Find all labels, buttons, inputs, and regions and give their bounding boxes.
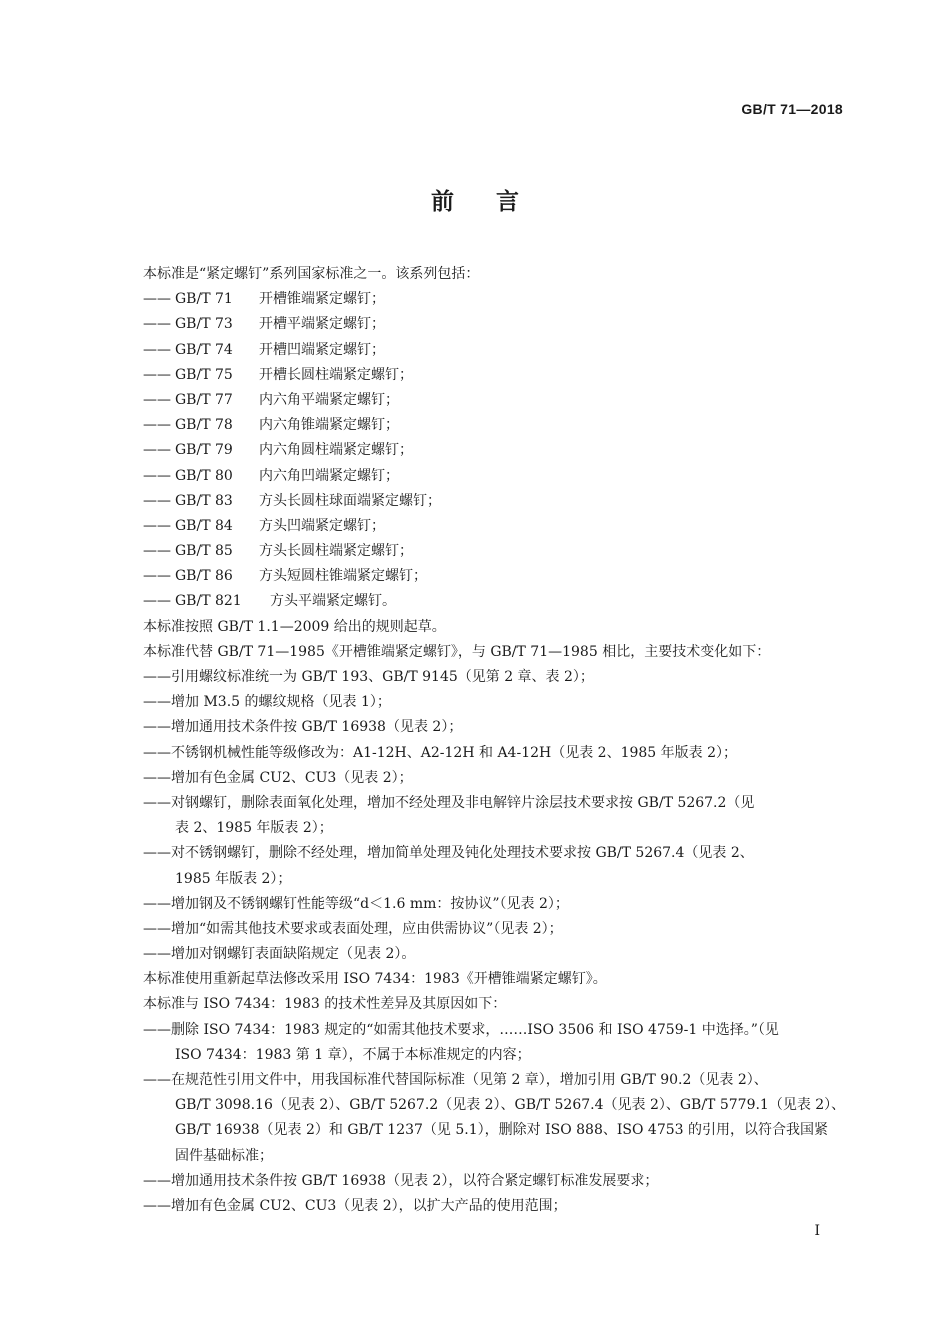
standard-name: 开槽凹端紧定螺钉； (259, 341, 385, 358)
dash-mark: —— (143, 1172, 171, 1189)
item-text: 增加有色金属 CU2、CU3（见表 2），以扩大产品的使用范围； (171, 1197, 567, 1214)
item-line (143, 665, 845, 690)
dash-mark: —— (143, 492, 171, 509)
standard-number: GB/T 821 (175, 593, 242, 610)
series-item (143, 287, 845, 312)
dash-mark: —— (143, 291, 171, 308)
item-text: 增加通用技术条件按 GB/T 16938（见表 2）； (171, 719, 463, 736)
change-item (143, 715, 845, 740)
foreword-body (143, 262, 845, 1219)
item-text: 增加 M3.5 的螺纹规格（见表 1）； (171, 694, 391, 711)
change-item (143, 741, 845, 766)
iso-diff-intro-text: 本标准与 ISO 7434：1983 的技术性差异及其原因如下： (143, 996, 507, 1013)
dash-mark: —— (143, 845, 171, 862)
change-item (143, 665, 845, 690)
item-line (143, 1169, 845, 1194)
standard-number: GB/T 74 (175, 341, 233, 358)
series-item (143, 589, 845, 614)
dash-mark: —— (143, 593, 171, 610)
item-line (143, 1068, 845, 1093)
change-item (143, 892, 845, 917)
drafting-rule-text: 本标准按照 GB/T 1.1—2009 给出的规则起草。 (143, 618, 446, 635)
standard-name: 方头长圆柱端紧定螺钉； (259, 543, 413, 560)
item-continuation: 固件基础标准； (175, 1147, 273, 1164)
iso-diff-item (143, 1018, 845, 1068)
item-line (143, 741, 845, 766)
item-line (143, 942, 845, 967)
item-text: 增加钢及不锈钢螺钉性能等级“d＜1.6 mm：按协议”（见表 2）； (171, 895, 569, 912)
item-text: 不锈钢机械性能等级修改为：A1-12H、A2-12H 和 A4-12H（见表 2、1985 年版表 2）； (171, 744, 738, 761)
dash-mark: —— (143, 467, 171, 484)
item-line (143, 791, 845, 816)
iso-diff-item (143, 1194, 845, 1219)
series-item (143, 464, 845, 489)
series-item (143, 539, 845, 564)
dash-mark: —— (143, 694, 171, 711)
change-item (143, 791, 845, 841)
change-item (143, 690, 845, 715)
standard-number: GB/T 77 (175, 391, 233, 408)
dash-mark: —— (143, 366, 171, 383)
standard-code: GB/T 71—2018 (741, 101, 843, 117)
intro-text: 本标准是“紧定螺钉”系列国家标准之一。该系列包括： (143, 266, 480, 282)
item-text: 删除 ISO 7434：1983 规定的“如需其他技术要求，……ISO 3506 和 ISO 4759-1 中选择。”（见 (171, 1021, 779, 1038)
item-line (143, 715, 845, 740)
change-item (143, 917, 845, 942)
series-item (143, 388, 845, 413)
dash-mark: —— (143, 417, 171, 434)
item-text: 在规范性引用文件中，用我国标准代替国际标准（见第 2 章），增加引用 GB/T 90.2（见表 2）、 (171, 1072, 768, 1088)
dash-mark: —— (143, 442, 171, 459)
dash-mark: —— (143, 794, 171, 811)
standard-name: 开槽长圆柱端紧定螺钉； (259, 366, 413, 383)
dash-mark: —— (143, 769, 171, 786)
page-title: 前言 (431, 189, 561, 215)
item-text: 对钢螺钉，删除表面氧化处理，增加不经处理及非电解锌片涂层技术要求按 GB/T 5267.2（见 (171, 794, 755, 811)
item-line (143, 1194, 845, 1219)
item-text: 增加有色金属 CU2、CU3（见表 2）； (171, 769, 413, 786)
item-text: 引用螺纹标准统一为 GB/T 193、GB/T 9145（见第 2 章、表 2）； (171, 669, 594, 685)
dash-mark: —— (143, 946, 171, 963)
series-item (143, 312, 845, 337)
item-line (143, 690, 845, 715)
page-number: I (814, 1223, 820, 1239)
series-list (143, 287, 845, 614)
item-continuation: GB/T 3098.16（见表 2）、GB/T 5267.2（见表 2）、GB/T 5267.4（见表 2）、GB/T 5779.1（见表 2）、 (175, 1097, 846, 1114)
standard-number: GB/T 78 (175, 417, 233, 434)
dash-mark: —— (143, 719, 171, 736)
iso-adoption-text: 本标准使用重新起草法修改采用 ISO 7434：1983《开槽锥端紧定螺钉》。 (143, 971, 607, 988)
change-item (143, 766, 845, 791)
iso-diff-item (143, 1068, 845, 1169)
standard-name: 方头凹端紧定螺钉； (259, 517, 385, 534)
series-item (143, 413, 845, 438)
dash-mark: —— (143, 1197, 171, 1214)
iso-diffs-list (143, 1018, 845, 1220)
item-line (143, 841, 845, 866)
dash-mark: —— (143, 895, 171, 912)
dash-mark: —— (143, 1021, 171, 1038)
standard-name: 方头平端紧定螺钉。 (270, 593, 396, 610)
standard-number: GB/T 83 (175, 492, 233, 509)
dash-mark: —— (143, 341, 171, 358)
series-item (143, 564, 845, 589)
standard-name: 方头短圆柱锥端紧定螺钉； (259, 568, 427, 585)
standard-number: GB/T 79 (175, 442, 233, 459)
dash-mark: —— (143, 391, 171, 408)
standard-name: 内六角锥端紧定螺钉； (259, 417, 399, 434)
standard-name: 内六角平端紧定螺钉； (259, 391, 399, 408)
series-item (143, 363, 845, 388)
dash-mark: —— (143, 744, 171, 761)
standard-number: GB/T 75 (175, 366, 233, 383)
change-item (143, 841, 845, 891)
item-text: 增加对钢螺钉表面缺陷规定（见表 2）。 (171, 946, 416, 963)
item-line (143, 917, 845, 942)
item-text: 增加“如需其他技术要求或表面处理，应由供需协议”（见表 2）； (171, 920, 563, 937)
series-item (143, 514, 845, 539)
item-text: 增加通用技术条件按 GB/T 16938（见表 2），以符合紧定螺钉标准发展要求； (171, 1172, 659, 1189)
dash-mark: —— (143, 1072, 171, 1088)
item-text: 对不锈钢螺钉，删除不经处理，增加简单处理及钝化处理技术要求按 GB/T 5267.4（见表 2、 (171, 845, 754, 862)
dash-mark: —— (143, 568, 171, 585)
dash-mark: —— (143, 543, 171, 560)
item-continuation: 表 2、1985 年版表 2）； (175, 820, 333, 837)
item-continuation: ISO 7434：1983 第 1 章），不属于本标准规定的内容； (175, 1046, 531, 1063)
change-item (143, 942, 845, 967)
standard-name: 开槽锥端紧定螺钉； (259, 291, 385, 308)
series-item (143, 489, 845, 514)
standard-name: 方头长圆柱球面端紧定螺钉； (259, 492, 441, 509)
item-continuation: 1985 年版表 2）； (175, 870, 292, 887)
standard-number: GB/T 86 (175, 568, 233, 585)
replaces-text: 本标准代替 GB/T 71—1985《开槽锥端紧定螺钉》，与 GB/T 71—1985 相比，主要技术变化如下： (143, 643, 771, 660)
item-continuation: GB/T 16938（见表 2）和 GB/T 1237（见 5.1），删除对 ISO 888、ISO 4753 的引用，以符合我国紧 (175, 1122, 828, 1139)
standard-number: GB/T 73 (175, 316, 233, 333)
standard-name: 内六角圆柱端紧定螺钉； (259, 442, 413, 459)
standard-number: GB/T 71 (175, 291, 233, 308)
item-line (143, 766, 845, 791)
standard-number: GB/T 80 (175, 467, 233, 484)
dash-mark: —— (143, 669, 171, 685)
item-line (143, 1018, 845, 1043)
series-item (143, 338, 845, 363)
standard-name: 开槽平端紧定螺钉； (259, 316, 385, 333)
standard-number: GB/T 85 (175, 543, 233, 560)
dash-mark: —— (143, 517, 171, 534)
dash-mark: —— (143, 316, 171, 333)
item-line (143, 892, 845, 917)
iso-diff-item (143, 1169, 845, 1194)
changes-list (143, 665, 845, 967)
standard-number: GB/T 84 (175, 517, 233, 534)
series-item (143, 438, 845, 463)
dash-mark: —— (143, 920, 171, 937)
standard-name: 内六角凹端紧定螺钉； (259, 467, 399, 484)
